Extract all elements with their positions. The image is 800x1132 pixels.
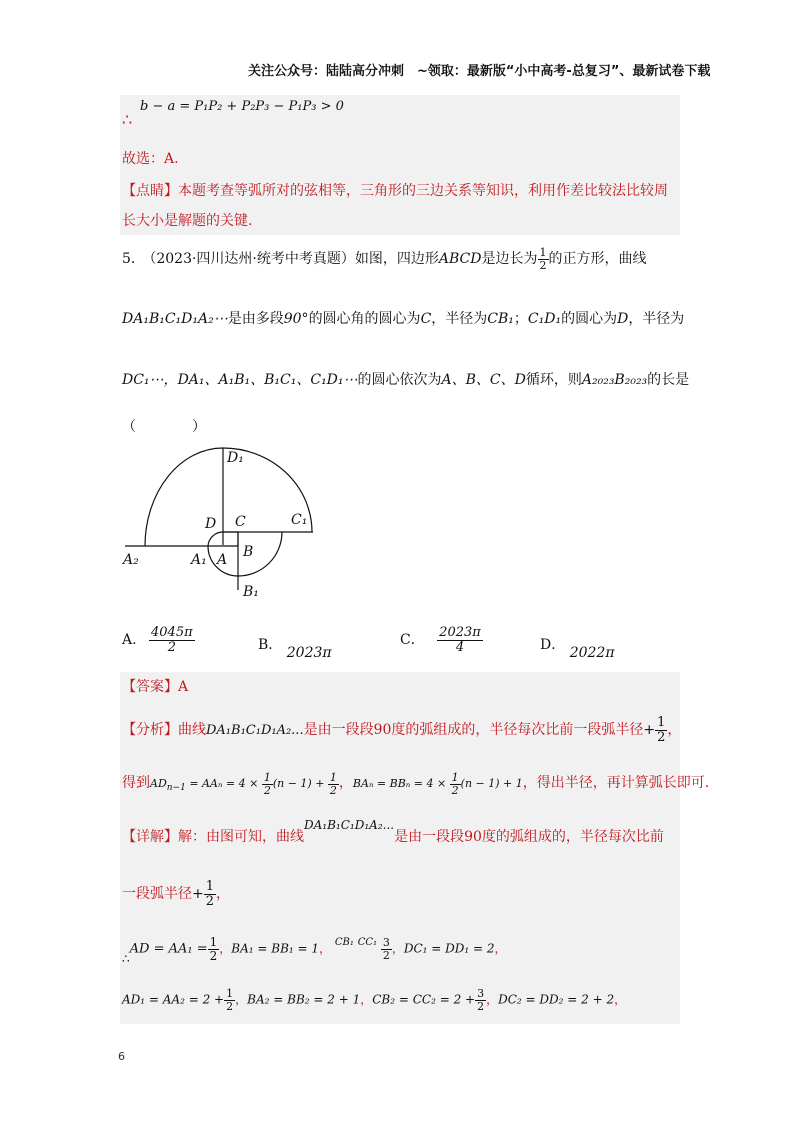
get-b: ，得出半径，再计算弧长即可. bbox=[522, 775, 710, 792]
r2-d: DC₂ = DD₂ = 2 + 2 bbox=[498, 992, 615, 1007]
question-line3-b: 的圆心依次为 bbox=[357, 372, 442, 388]
r2-a: AD₁ = AA₂ = 2 + bbox=[122, 992, 225, 1007]
option-A-fraction bbox=[149, 626, 195, 654]
get-frac2-num: 1 bbox=[329, 771, 337, 784]
spiral-figure bbox=[115, 440, 325, 605]
option-C-den: 4 bbox=[455, 639, 465, 655]
arc-C1D1: C₁D₁ bbox=[527, 311, 562, 327]
r2-frac2-num: 3 bbox=[477, 987, 485, 1000]
option-C-num: 2023π bbox=[439, 625, 481, 640]
r1-frac3 bbox=[381, 937, 392, 961]
question-line2-a: 是由多段 bbox=[227, 311, 284, 327]
analysis-formula-line: 得到$AD_{n-1} = AA_n = 4$ × $\frac{1}{2}$ (n − 1) + $\frac{1}{2}$ ，BAₙ = BBₙ = 4 × $\frac{1}{2}$ (n − 1) + 1，得出半径，再计算弧长即可. bbox=[122, 771, 710, 797]
detail-curve: DA₁B₁C₁D₁A₂... bbox=[304, 818, 395, 832]
detail-line2 bbox=[122, 880, 230, 908]
angle-value: 90° bbox=[283, 311, 309, 327]
detail-therefore: ∴ bbox=[122, 951, 130, 966]
get-eq1-tail: (n − 1) + bbox=[272, 777, 325, 791]
r1-frac-den: 2 bbox=[209, 948, 218, 963]
get-eq1: AD bbox=[150, 777, 167, 791]
r1-a: AD = AA₁ = bbox=[129, 941, 208, 957]
r2-sep: ， bbox=[235, 992, 248, 1007]
detail2-fraction bbox=[204, 880, 216, 908]
detail2-a: 一段弧半径 bbox=[122, 886, 192, 903]
label-D: D bbox=[205, 516, 217, 532]
detail-b: 是由一段段90度的弧组成的，半径每次比前 bbox=[394, 829, 664, 845]
r1-frac3-num: 3 bbox=[382, 936, 390, 950]
question-line2-f: ，半径为 bbox=[628, 311, 685, 327]
center-D: D bbox=[617, 311, 629, 327]
r1-e: DC₁ = DD₁ = 2 bbox=[403, 941, 495, 956]
get-sep: ， bbox=[338, 775, 353, 792]
analysis-curve: DA₁B₁C₁D₁A₂... bbox=[206, 723, 304, 739]
label-A: A bbox=[217, 552, 228, 568]
question-line2-d: ； bbox=[513, 311, 528, 327]
radius-line2 bbox=[122, 988, 626, 1012]
r2-sep3: ， bbox=[486, 992, 499, 1007]
get-frac2-den: 2 bbox=[329, 783, 337, 797]
get-eq2-tail: (n − 1) + 1 bbox=[460, 777, 523, 791]
option-A-num: 4045π bbox=[151, 625, 193, 640]
question-line2-b: 的圆心角的圆心为 bbox=[308, 311, 421, 327]
prev-therefore: ∴ bbox=[122, 110, 133, 129]
r2-b: BA₂ = BB₂ = 2 + 1 bbox=[247, 992, 361, 1007]
r2-frac1 bbox=[224, 988, 235, 1012]
label-C1: C₁ bbox=[291, 512, 308, 528]
analysis-num: 1 bbox=[657, 715, 666, 730]
r1-sep3: ， bbox=[391, 941, 404, 956]
question-line2 bbox=[122, 312, 684, 326]
detail-a: 【详解】解：由图可知，曲线 bbox=[122, 829, 304, 845]
r1-frac-num: 1 bbox=[209, 935, 218, 949]
get-frac3 bbox=[450, 772, 461, 796]
r2-c: CB₂ = CC₂ = 2 + bbox=[372, 992, 476, 1007]
prev-comment-line1: 【点睛】本题考查等弧所对的弦相等，三角形的三边关系等知识，利用作差比较法比较周 bbox=[122, 183, 668, 199]
get-frac3-num: 1 bbox=[451, 771, 459, 784]
detail2-den: 2 bbox=[205, 893, 215, 909]
frac-den: 2 bbox=[539, 258, 547, 272]
detail2-c: ， bbox=[216, 886, 231, 903]
arc-list: DA₁、A₁B₁、B₁C₁、C₁D₁⋯ bbox=[177, 372, 358, 388]
option-C-fraction bbox=[437, 626, 483, 654]
question-line1 bbox=[122, 247, 647, 271]
label-A2: A₂ bbox=[123, 552, 139, 568]
question-line1-b: 是边长为 bbox=[481, 251, 538, 268]
option-D bbox=[540, 637, 615, 661]
detail-line1 bbox=[122, 818, 664, 848]
frac-num: 1 bbox=[539, 246, 547, 259]
get-frac2 bbox=[328, 772, 339, 796]
center-C: C bbox=[420, 311, 432, 327]
question-line3 bbox=[122, 373, 689, 387]
r2-frac1-den: 2 bbox=[226, 999, 234, 1013]
answer-line: 【答案】A bbox=[122, 679, 189, 695]
option-A bbox=[122, 626, 195, 654]
center-list: A、B、C、D bbox=[441, 372, 526, 388]
label-D1: D₁ bbox=[227, 450, 244, 466]
r1-b: BA₁ = BB₁ = 1 bbox=[231, 941, 320, 956]
get-eq2: BAₙ = BBₙ = 4 × bbox=[352, 777, 447, 791]
option-A-den: 2 bbox=[167, 639, 176, 655]
r2-frac2-den: 2 bbox=[477, 999, 485, 1013]
question-line2-e: 的圆心为 bbox=[561, 311, 618, 327]
radius-line1 bbox=[122, 935, 507, 966]
get-frac1-den: 2 bbox=[263, 783, 271, 797]
r1-sep2: ， bbox=[319, 941, 332, 956]
curve-name: DA₁B₁C₁D₁A₂⋯ bbox=[122, 311, 228, 327]
side-length-fraction bbox=[538, 247, 549, 271]
question-line3-c: 循环，则 bbox=[525, 372, 582, 388]
page-header: 关注公众号：陆陆高分冲刺 ~领取：最新版“小中高考-总复习”、最新试卷下载 bbox=[248, 64, 711, 79]
option-A-label: A. bbox=[122, 632, 137, 649]
r2-frac2 bbox=[475, 988, 486, 1012]
arc-DA1 bbox=[208, 532, 223, 546]
option-D-value: 2022π bbox=[569, 645, 615, 661]
r1-frac3-den: 2 bbox=[382, 948, 390, 962]
question-line3-d: 的长是 bbox=[647, 372, 690, 388]
target-arc: A₂₀₂₃B₂₀₂₃ bbox=[581, 372, 648, 388]
option-B-label: B． bbox=[258, 637, 283, 653]
option-D-label: D． bbox=[540, 637, 566, 653]
detail2-num: 1 bbox=[205, 879, 215, 894]
label-A1: A₁ bbox=[191, 552, 207, 568]
analysis-line bbox=[122, 716, 681, 744]
analysis-c: ， bbox=[667, 722, 682, 739]
option-C-label: C． bbox=[400, 632, 425, 649]
r1-sep: ， bbox=[219, 941, 232, 956]
prev-choice: 故选：A. bbox=[122, 151, 179, 167]
prev-inequality: b − a = P₁P₂ + P₂P₃ − P₁P₃ > 0 bbox=[140, 99, 344, 114]
get-frac1 bbox=[262, 772, 273, 796]
r2-end: ， bbox=[614, 992, 627, 1007]
r1-end: ， bbox=[494, 941, 507, 956]
get-eq1-rest: = AAₙ = 4 × bbox=[189, 777, 259, 791]
get-frac3-den: 2 bbox=[451, 783, 459, 797]
option-B-value: 2023π bbox=[286, 645, 332, 661]
r2-frac1-num: 1 bbox=[226, 987, 234, 1000]
analysis-den: 2 bbox=[657, 729, 666, 745]
prev-comment-line2: 长大小是解题的关键. bbox=[122, 213, 253, 229]
r1-frac bbox=[208, 936, 220, 962]
r2-sep2: ， bbox=[360, 992, 373, 1007]
option-B bbox=[258, 637, 332, 661]
r1-d: CC₁ bbox=[357, 936, 378, 948]
radius-DC1: DC₁⋯， bbox=[122, 372, 178, 388]
detail2-plus: + bbox=[192, 886, 204, 903]
answer-parentheses: （ ） bbox=[122, 419, 206, 435]
question-line1-a: 5. （2023·四川达州·统考中考真题）如图，四边形 bbox=[122, 251, 439, 268]
option-C bbox=[400, 626, 483, 654]
square-label: ABCD bbox=[438, 251, 482, 268]
question-line2-c: ，半径为 bbox=[431, 311, 488, 327]
get-frac1-num: 1 bbox=[263, 771, 271, 784]
analysis-fraction bbox=[655, 716, 667, 744]
radius-CB1: CB₁ bbox=[487, 311, 514, 327]
question-line1-c: 的正方形，曲线 bbox=[548, 251, 647, 268]
analysis-b: 是由一段段90度的弧组成的，半径每次比前一段弧半径 bbox=[303, 722, 644, 739]
label-B: B bbox=[243, 544, 254, 560]
r1-c: CB₁ bbox=[334, 936, 354, 948]
page-number: 6 bbox=[118, 1050, 125, 1063]
get-a: 得到 bbox=[122, 775, 150, 792]
analysis-plus: + bbox=[643, 722, 656, 739]
label-B1: B₁ bbox=[243, 584, 259, 600]
label-C: C bbox=[235, 514, 246, 530]
analysis-a: 【分析】曲线 bbox=[122, 722, 206, 739]
